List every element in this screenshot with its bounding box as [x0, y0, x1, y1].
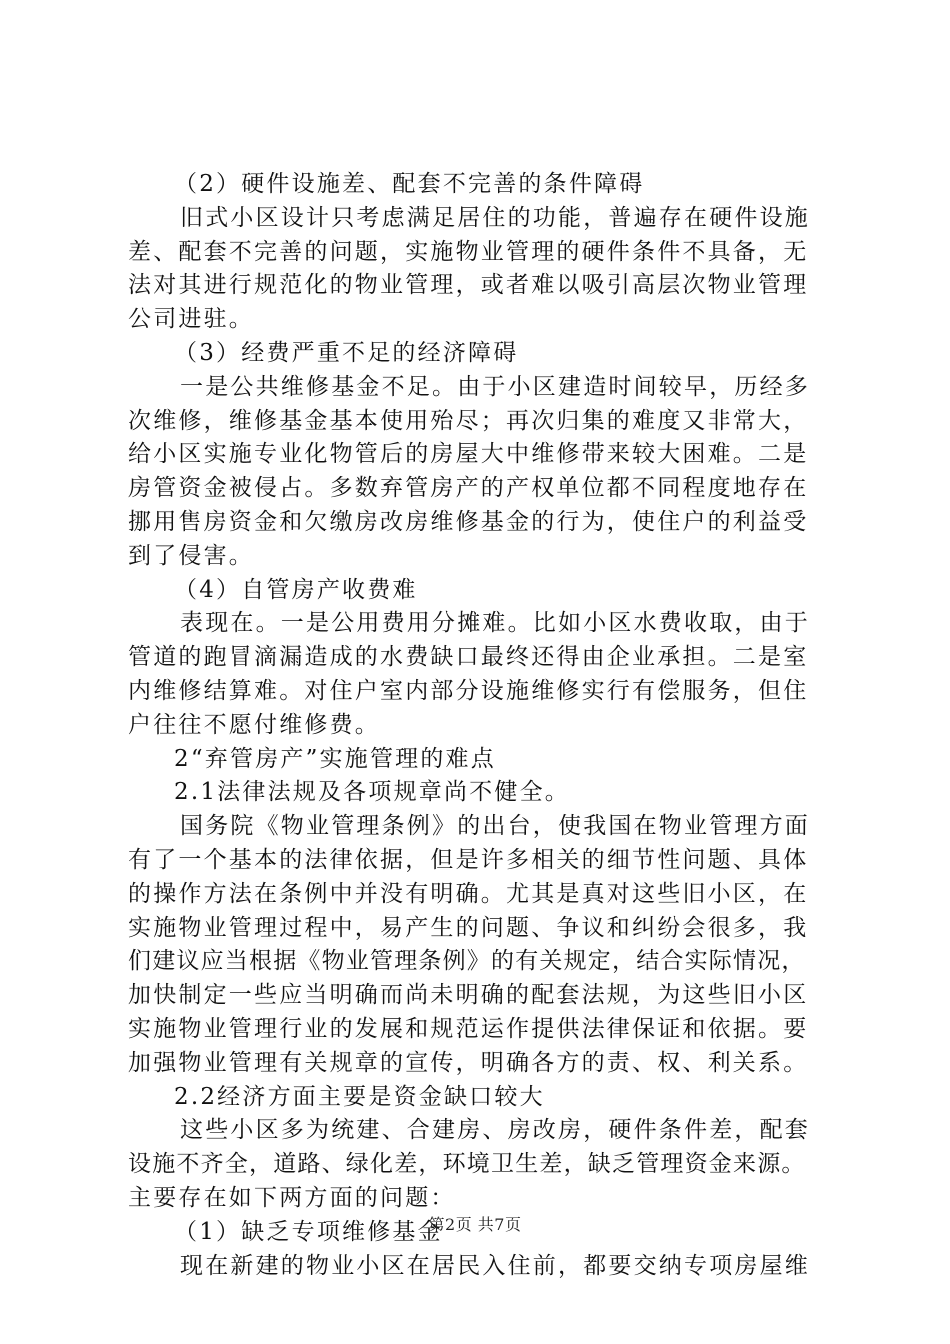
paragraph-line: 公司进驻。 — [128, 306, 254, 333]
paragraph-line: 一是公共维修基金不足。由于小区建造时间较早，历经多 — [180, 373, 810, 400]
paragraph-line: 次维修，维修基金基本使用殆尽；再次归集的难度又非常大， — [128, 407, 809, 434]
paragraph-line: 实施物业管理过程中，易产生的问题、争议和纠纷会很多，我 — [128, 914, 809, 941]
body-text — [128, 168, 832, 1283]
section-heading: （4）自管房产收费难 — [174, 576, 418, 603]
paragraph-line: 挪用售房资金和欠缴房改房维修基金的行为，使住户的利益受 — [128, 508, 809, 535]
paragraph-line: 加快制定一些应当明确而尚未明确的配套法规，为这些旧小区 — [128, 982, 809, 1009]
paragraph-line: 表现在。一是公用费用分摊难。比如小区水费收取，由于 — [180, 610, 810, 637]
paragraph-line: 主要存在如下两方面的问题： — [128, 1184, 456, 1211]
page-footer: 第2页 共7页 — [428, 1215, 522, 1234]
paragraph-line: 设施不齐全，道路、绿化差，环境卫生差，缺乏管理资金来源。 — [128, 1151, 806, 1178]
section-heading: 2.1法律法规及各项规章尚不健全。 — [174, 779, 570, 806]
paragraph-line: 旧式小区设计只考虑满足居住的功能，普遍存在硬件设施 — [180, 204, 810, 231]
section-heading: （1）缺乏专项维修基金 — [174, 1218, 443, 1245]
paragraph-line: 这些小区多为统建、合建房、房改房，硬件条件差，配套 — [180, 1117, 810, 1144]
paragraph-line: 户往往不愿付维修费。 — [128, 711, 380, 738]
paragraph-line: 房管资金被侵占。多数弃管房产的产权单位都不同程度地存在 — [128, 475, 809, 502]
paragraph-line: 实施物业管理行业的发展和规范运作提供法律保证和依据。要 — [128, 1015, 809, 1042]
paragraph-line: 内维修结算难。对住户室内部分设施维修实行有偿服务，但住 — [128, 677, 809, 704]
paragraph-line: 法对其进行规范化的物业管理，或者难以吸引高层次物业管理 — [128, 272, 809, 299]
section-heading: （3）经费严重不足的经济障碍 — [174, 339, 519, 366]
paragraph-line: 有了一个基本的法律依据，但是许多相关的细节性问题、具体 — [128, 846, 809, 873]
paragraph-line: 国务院《物业管理条例》的出台，使我国在物业管理方面 — [180, 813, 810, 840]
section-heading: （2）硬件设施差、配套不完善的条件障碍 — [174, 171, 645, 197]
paragraph-line: 们建议应当根据《物业管理条例》的有关规定，结合实际情况， — [128, 948, 806, 975]
paragraph-line: 管道的跑冒滴漏造成的水费缺口最终还得由企业承担。二是室 — [128, 644, 809, 671]
paragraph-line: 差、配套不完善的问题，实施物业管理的硬件条件不具备，无 — [128, 238, 809, 265]
paragraph-line: 给小区实施专业化物管后的房屋大中维修带来较大困难。二是 — [128, 441, 809, 468]
paragraph-line: 现在新建的物业小区在居民入住前，都要交纳专项房屋维 — [180, 1252, 810, 1279]
paragraph-line: 加强物业管理有关规章的宣传，明确各方的责、权、利关系。 — [128, 1049, 809, 1076]
section-heading: 2.2经济方面主要是资金缺口较大 — [174, 1083, 545, 1110]
paragraph-line: 的操作方法在条例中并没有明确。尤其是真对这些旧小区，在 — [128, 880, 809, 907]
paragraph-line: 到了侵害。 — [128, 542, 254, 569]
section-heading: 2“弃管房产”实施管理的难点 — [174, 745, 496, 772]
